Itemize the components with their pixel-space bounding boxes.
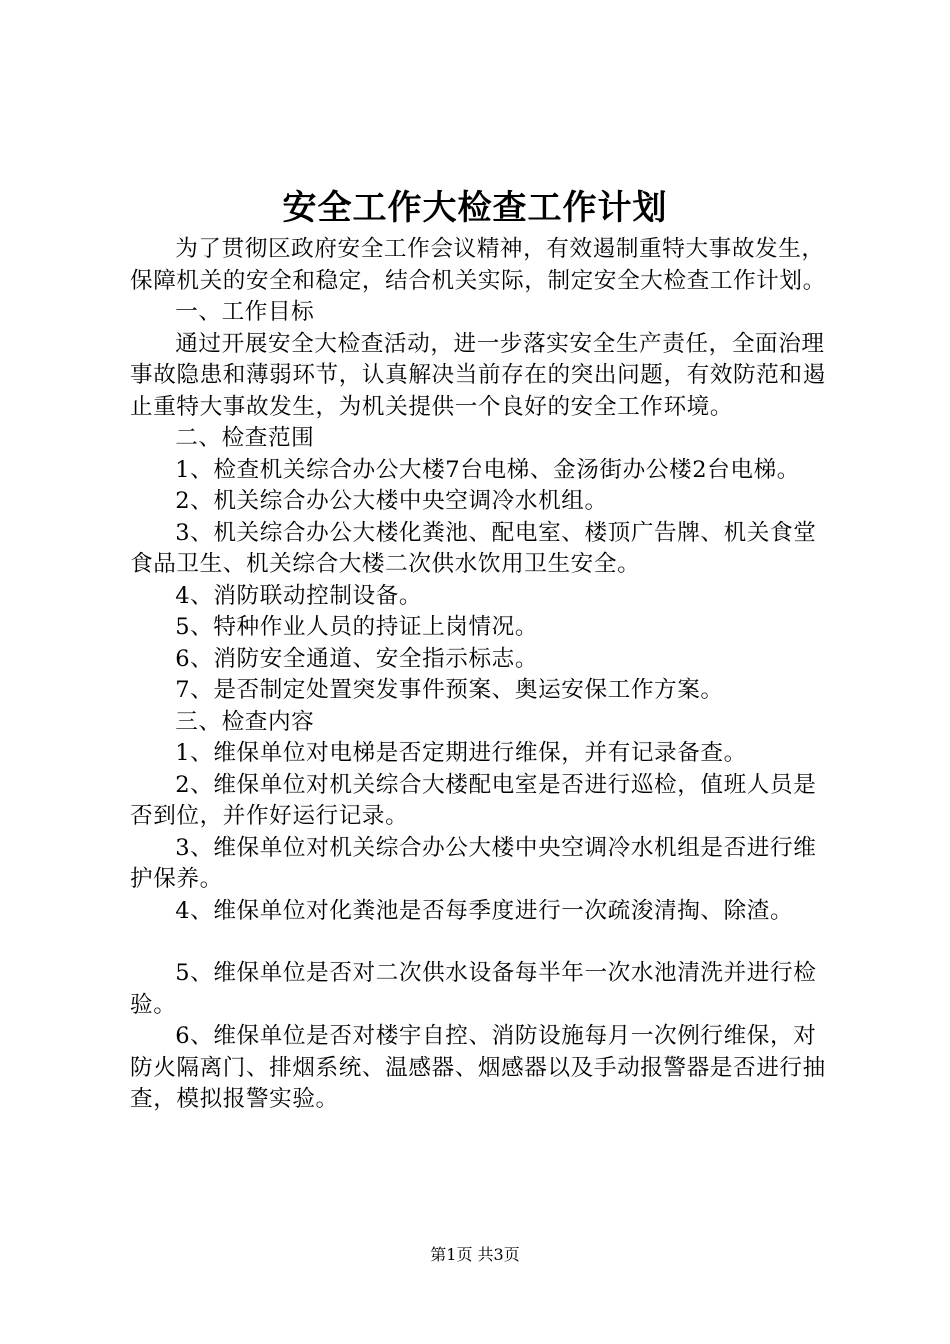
- scope-item: 3、机关综合办公大楼化粪池、配电室、楼顶广告牌、机关食堂食品卫生、机关综合大楼二次供水饮用卫生安全。: [130, 519, 817, 577]
- content-item: 5、维保单位是否对二次供水设备每半年一次水池清洗并进行检验。: [130, 960, 817, 1018]
- section-heading-scope: 二、检查范围: [175, 425, 315, 451]
- document-body: [130, 234, 835, 1116]
- scope-item: 6、消防安全通道、安全指示标志。: [175, 645, 539, 672]
- document-title: 安全工作大检查工作计划: [282, 188, 668, 228]
- scope-item: 1、检查机关综合办公大楼7台电梯、金汤街办公楼2台电梯。: [175, 456, 800, 483]
- goals-paragraph: 通过开展安全大检查活动，进一步落实安全生产责任，全面治理事故隐患和薄弱环节，认真解决当前存在的突出问题，有效防范和遏止重特大事故发生，为机关提供一个良好的安全工作环境。: [130, 330, 826, 420]
- section-heading-content: 三、检查内容: [175, 708, 315, 735]
- content-item: 2、维保单位对机关综合大楼配电室是否进行巡检，值班人员是否到位，并作好运行记录。: [130, 771, 817, 829]
- scope-item: 4、消防联动控制设备。: [175, 582, 423, 609]
- content-item: 3、维保单位对机关综合办公大楼中央空调冷水机组是否进行维护保养。: [130, 834, 817, 892]
- page-footer: 第1页 共3页: [430, 1245, 520, 1264]
- intro-paragraph: 为了贯彻区政府安全工作会议精神，有效遏制重特大事故发生，保障机关的安全和稳定，结合机关实际，制定安全大检查工作计划。: [130, 236, 826, 294]
- scope-item: 7、是否制定处置突发事件预案、奥运安保工作方案。: [175, 677, 724, 703]
- content-item: 6、维保单位是否对楼宇自控、消防设施每月一次例行维保，对防火隔离门、排烟系统、温感器、烟感器以及手动报警器是否进行抽查，模拟报警实验。: [130, 1023, 826, 1112]
- content-item: 4、维保单位对化粪池是否每季度进行一次疏浚清掏、除渣。: [175, 897, 794, 924]
- scope-item: 2、机关综合办公大楼中央空调冷水机组。: [175, 488, 608, 514]
- scope-item: 5、特种作业人员的持证上岗情况。: [175, 614, 539, 640]
- content-item: 1、维保单位对电梯是否定期进行维保，并有记录备查。: [175, 740, 747, 766]
- section-heading-goals: 一、工作目标: [175, 299, 315, 325]
